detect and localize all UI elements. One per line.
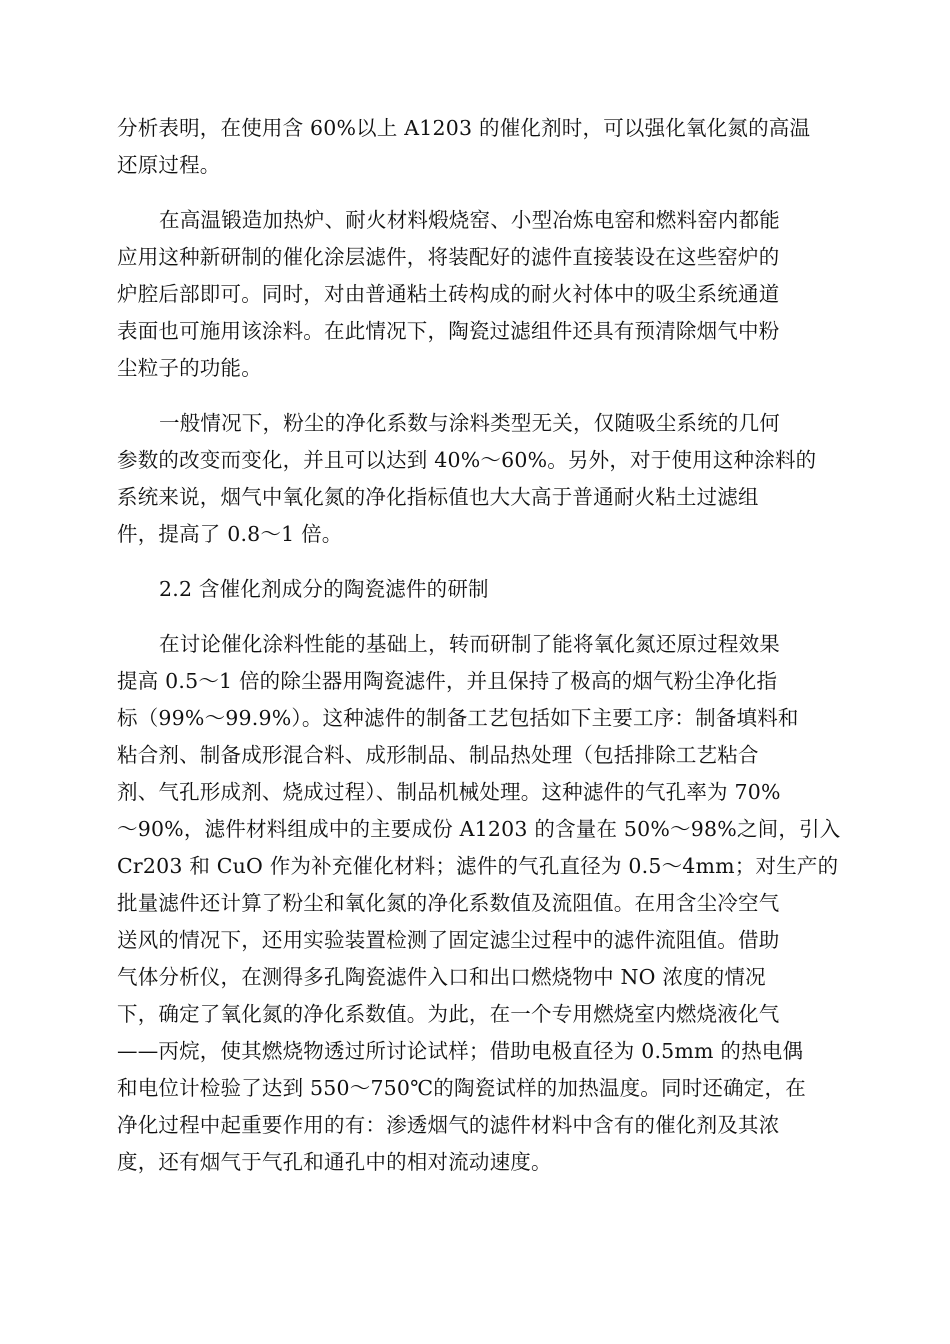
- text-line: 参数的改变而变化，并且可以达到 40%～60%。另外，对于使用这种涂料的: [117, 448, 817, 472]
- text-line: 度，还有烟气于气孔和通孔中的相对流动速度。: [117, 1150, 552, 1174]
- text-line: 下，确定了氧化氮的净化系数值。为此，在一个专用燃烧室内燃烧液化气: [117, 1002, 780, 1026]
- paragraph-3: [117, 405, 837, 553]
- paragraph-4: [117, 626, 841, 1181]
- text-line: 炉腔后部即可。同时，对由普通粘土砖构成的耐火衬体中的吸尘系统通道: [117, 282, 780, 306]
- text-line: 在高温锻造加热炉、耐火材料煅烧窑、小型冶炼电窑和燃料窑内都能: [159, 208, 780, 232]
- text-line: 件，提高了 0.8～1 倍。: [117, 522, 343, 546]
- text-line: 和电位计检验了达到 550～750℃的陶瓷试样的加热温度。同时还确定，在: [117, 1076, 806, 1100]
- text-line: 表面也可施用该涂料。在此情况下，陶瓷过滤组件还具有预清除烟气中粉: [117, 319, 780, 343]
- text-line: 净化过程中起重要作用的有：渗透烟气的滤件材料中含有的催化剂及其浓: [117, 1113, 780, 1137]
- text-line: 系统来说，烟气中氧化氮的净化指标值也大大高于普通耐火粘土过滤组: [117, 485, 759, 509]
- text-line: 剂、气孔形成剂、烧成过程）、制品机械处理。这种滤件的气孔率为 70%: [117, 780, 781, 804]
- text-line: 提高 0.5～1 倍的除尘器用陶瓷滤件，并且保持了极高的烟气粉尘净化指: [117, 669, 778, 693]
- text-line: 气体分析仪，在测得多孔陶瓷滤件入口和出口燃烧物中 NO 浓度的情况: [117, 965, 766, 989]
- text-line: ——丙烷，使其燃烧物透过所讨论试样；借助电极直径为 0.5mm 的热电偶: [117, 1039, 804, 1063]
- text-line: 分析表明，在使用含 60%以上 A1203 的催化剂时，可以强化氧化氮的高温: [117, 116, 811, 140]
- section-heading: 2.2 含催化剂成分的陶瓷滤件的研制: [159, 577, 489, 601]
- text-line: 标（99%～99.9%）。这种滤件的制备工艺包括如下主要工序：制备填料和: [117, 706, 799, 730]
- text-line: Cr203 和 CuO 作为补充催化材料；滤件的气孔直径为 0.5～4mm；对生产的: [117, 854, 839, 878]
- text-line: ～90%，滤件材料组成中的主要成份 A1203 的含量在 50%～98%之间，引入: [117, 817, 841, 841]
- text-line: 尘粒子的功能。: [117, 356, 262, 380]
- text-line: 批量滤件还计算了粉尘和氧化氮的净化系数值及流阻值。在用含尘冷空气: [117, 891, 780, 915]
- paragraph-2: [117, 202, 837, 387]
- text-line: 送风的情况下，还用实验装置检测了固定滤尘过程中的滤件流阻值。借助: [117, 928, 780, 952]
- text-line: 在讨论催化涂料性能的基础上，转而研制了能将氧化氮还原过程效果: [159, 632, 780, 656]
- text-line: 粘合剂、制备成形混合料、成形制品、制品热处理（包括排除工艺粘合: [117, 743, 759, 767]
- document-page: [117, 110, 841, 1199]
- text-line: 还原过程。: [117, 153, 221, 177]
- text-line: 应用这种新研制的催化涂层滤件，将装配好的滤件直接装设在这些窑炉的: [117, 245, 780, 269]
- paragraph-1: [117, 110, 837, 184]
- text-line: 一般情况下，粉尘的净化系数与涂料类型无关，仅随吸尘系统的几何: [159, 411, 780, 435]
